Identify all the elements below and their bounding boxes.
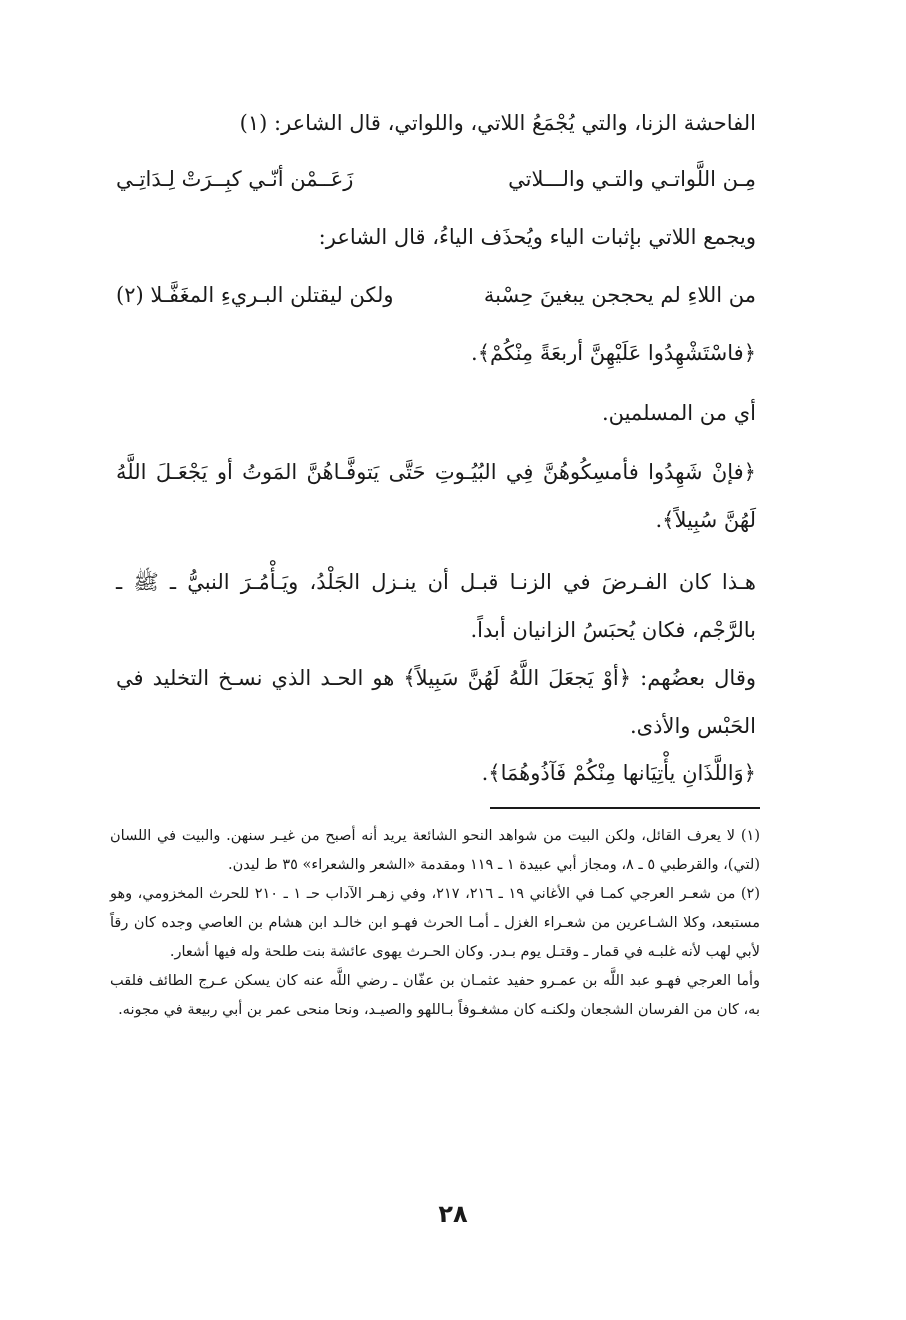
verse-1-first-hemistich: مِـن اللَّواتـي والتـي والـــلاتي bbox=[508, 167, 756, 191]
footnote-1: (١) لا يعرف القائل، ولكن البيت من شواهد النحو الشائعة يريد أنه أصبح من غيـر سنهن. والبيت في اللسان (لتي)، والقرطبي ٥ ـ ٨، ومجاز أبي عبيدة ١ ـ ١١٩ ومقدمة «الشعر والشعراء» ٣٥ ط ليدن. bbox=[110, 828, 760, 873]
footnote-2-continued: وأما العرجي فهـو عبد اللَّه بن عمـرو حفيد عثمـان بن عفّان ـ رضي اللَّه عنه كان يسكن عـرج الطائف فلقب به، كان من الفرسان الشجعان ولكنـه كان مشغـوفاً بـاللهو والصيـد، ونحا منحى عمر بن أبي ربيعة في مجونه. bbox=[110, 973, 760, 1018]
quran-verse-3: ﴿وَاللَّذَانِ يأْتِيَانها مِنْكُمْ فَآذُوهُمَا﴾. bbox=[481, 761, 756, 785]
paragraph-2: وقال بعضُهم: ﴿أوْ يَجعَلَ اللَّهُ لَهُنَّ سَبِيلاً﴾ هو الحـد الذي نسـخ التخليد في الحَبْس والأذى. bbox=[116, 666, 756, 738]
verse-1-second-hemistich: زَعَــمْن أنّـي كبِــرَتْ لِـدَاتِـي bbox=[116, 167, 354, 191]
footnote-separator bbox=[490, 807, 760, 809]
text-line-3: أي من المسلمين. bbox=[601, 401, 756, 425]
verse-2-first-hemistich: من اللاءِ لم يحججن يبغينَ حِسْبة bbox=[483, 283, 756, 307]
text-line-2: ويجمع اللاتي بإثبات الياء ويُحذَف الياءُ، قال الشاعر: bbox=[318, 225, 756, 249]
footnotes bbox=[110, 822, 760, 1025]
paragraph-1: هـذا كان الفـرضَ في الزنـا قبـل أن ينـزل الجَلْدُ، ويَـأْمُـرَ النبيُّ ـ ﷺ ـ بالرَّجْم، فكان يُحبَسُ الزانيان أبداً. bbox=[116, 570, 757, 642]
quran-verse-2: ﴿فإنْ شَهِدُوا فأمسِكُوهُنَّ فِي البُيُـوتِ حَتَّى يَتوفَّـاهُنَّ المَوتُ أو يَجْعَـلَ اللَّهُ لَهُنَّ سُبِيلاً﴾. bbox=[116, 460, 756, 532]
text-line-1: الفاحشة الزنا، والتي يُجْمَعُ اللاتي، واللواتي، قال الشاعر: (١) bbox=[239, 111, 756, 135]
page-number: ٢٨ bbox=[438, 1200, 468, 1228]
footnote-2: (٢) من شعـر العرجي كمـا في الأغاني ١٩ ـ ٢١٦، ٢١٧، وفي زهـر الآداب حـ ١ ـ ٢١٠ للحرث المخزومي، وهو مستبعد، وكلا الشـاعرين من شعـراء الغزل ـ أمـا الحرث فهـو ابن خالـد ابن هشام بن العاصي وجده كان رقاً لأبي لهب لأنه غلبـه في قمار ـ وقتـل يوم بـدر. وكان الحـرث يهوى عائشة بنت طلحة وله فيها أشعار. bbox=[110, 886, 761, 960]
quran-verse-1: ﴿فاسْتَشْهِدُوا عَلَيْهِنَّ أربعَةً مِنْكُمْ﴾. bbox=[471, 341, 756, 365]
verse-2-second-hemistich: ولكن ليقتلن البـريءِ المغَفَّـلا (٢) bbox=[116, 283, 394, 307]
